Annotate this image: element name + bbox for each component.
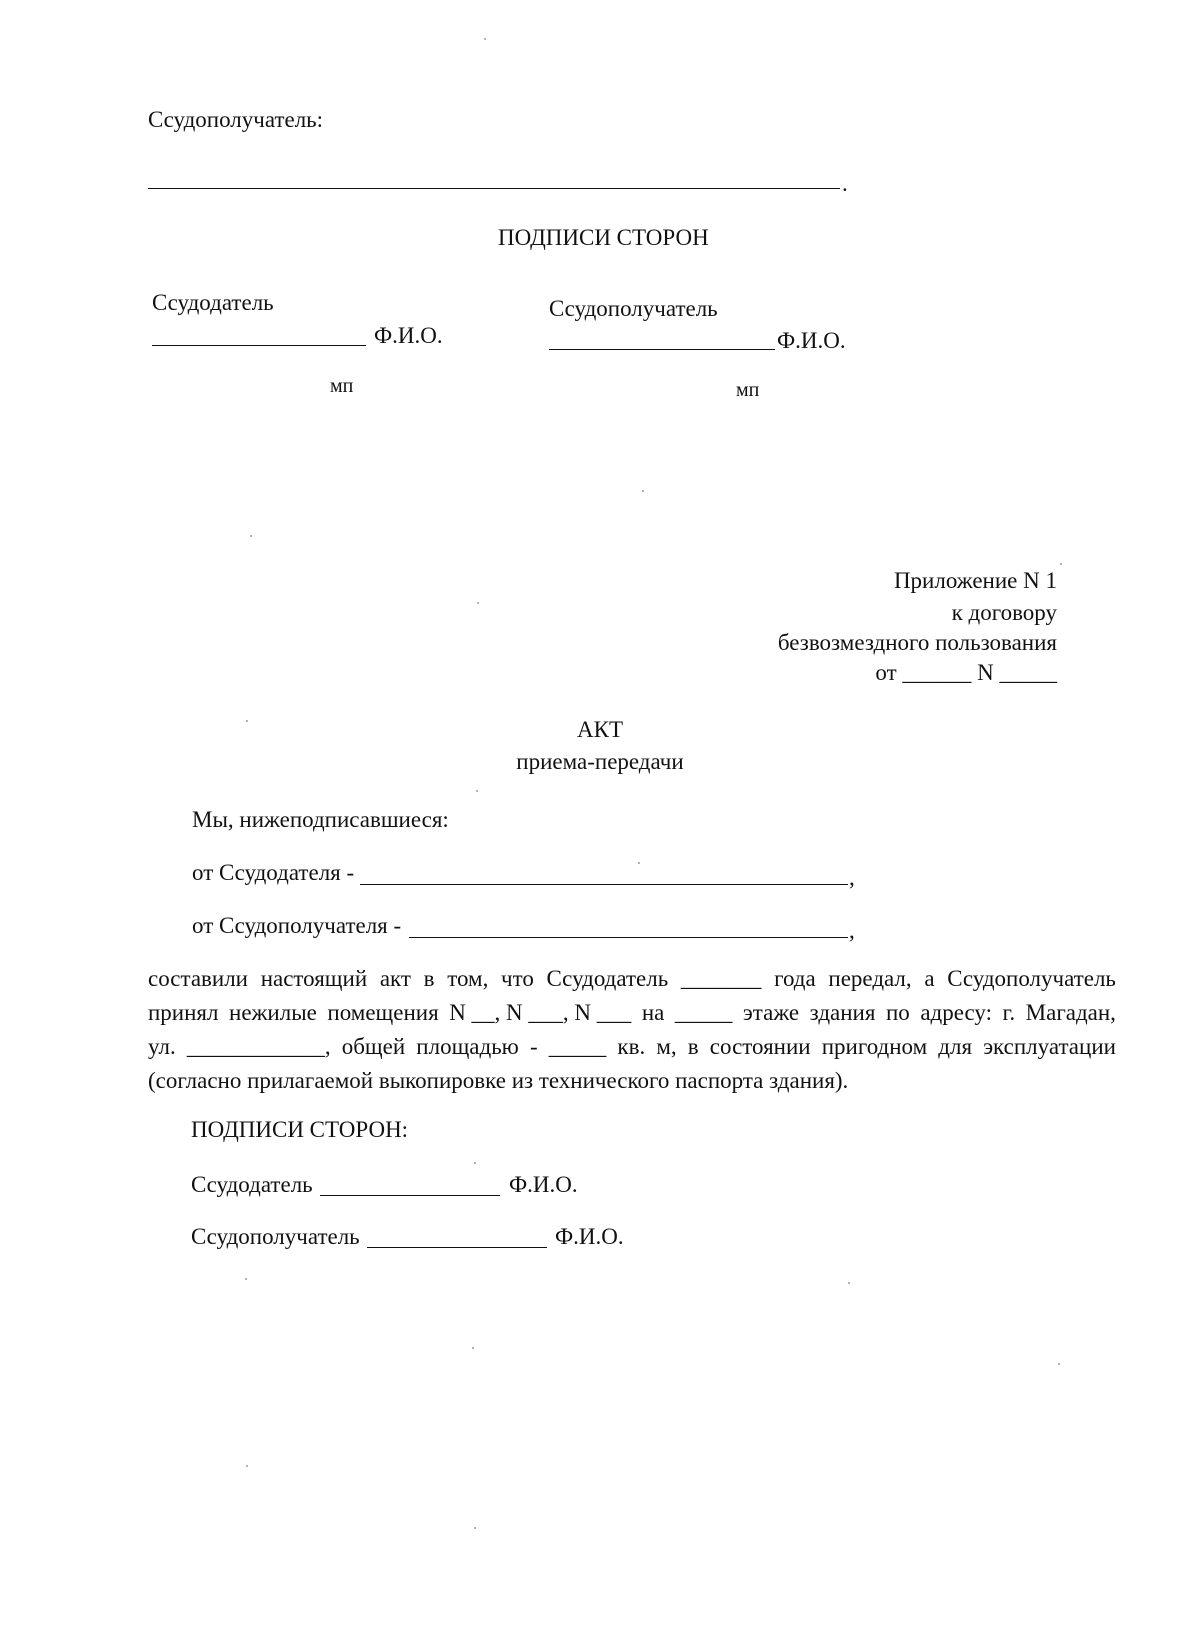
scan-speck: [484, 38, 486, 40]
scan-speck: [474, 1527, 476, 1529]
signatures-bottom-title: ПОДПИСИ СТОРОН:: [191, 1117, 409, 1142]
scan-speck: [246, 1465, 248, 1467]
scan-speck: [246, 720, 248, 722]
bottom-lender-fio: Ф.И.О.: [509, 1172, 578, 1197]
scan-speck: [474, 1162, 476, 1164]
word: Ссудополучатель: [947, 966, 1116, 991]
word: (согласно прилагаемой выкопировке из технического паспорта здания).: [148, 1068, 849, 1093]
scan-speck: [250, 535, 252, 537]
borrower-fio: Ф.И.О.: [777, 328, 846, 353]
scan-speck: [848, 1282, 850, 1284]
word: помещения: [327, 1000, 439, 1025]
scan-speck: [642, 490, 644, 492]
word: площадью: [416, 1034, 519, 1059]
bottom-lender-line: [320, 1195, 500, 1196]
word: том,: [447, 966, 489, 991]
blank-field: _______: [680, 966, 762, 991]
lender-stamp: мп: [330, 375, 354, 397]
act-subtitle: приема-передачи: [516, 749, 684, 774]
word: в: [423, 966, 435, 991]
blank-field: N __, N ___, N ___: [449, 1000, 632, 1025]
word: пригодном: [821, 1034, 928, 1059]
lender-label: Ссудодатель: [152, 290, 274, 315]
paragraph-row-3: [148, 1030, 1116, 1064]
appendix-line-2: к договору: [951, 600, 1057, 625]
word: настоящий: [260, 966, 368, 991]
word: для: [938, 1034, 973, 1059]
from-lender-comma: ,: [849, 865, 855, 890]
word: составили: [148, 966, 248, 991]
scan-speck: [245, 1278, 247, 1280]
borrower-signature-line: [549, 349, 775, 350]
word: передал,: [828, 966, 912, 991]
word: Магадан,: [1025, 1000, 1116, 1025]
word: принял: [148, 1000, 219, 1025]
word: -: [530, 1034, 538, 1059]
word: нежилые: [229, 1000, 317, 1025]
borrower-stamp: мп: [736, 379, 760, 401]
from-borrower-line: [409, 937, 848, 938]
word: Ссудодатель: [546, 966, 669, 991]
scan-speck: [476, 790, 478, 792]
word: акт: [379, 966, 411, 991]
scan-speck: [1058, 1363, 1060, 1365]
bottom-borrower-label: Ссудополучатель: [191, 1224, 360, 1249]
blank-field: _____: [674, 1000, 733, 1025]
word: г.: [1002, 1000, 1016, 1025]
appendix-line-1: Приложение N 1: [893, 568, 1057, 593]
act-title: АКТ: [577, 717, 623, 742]
scan-speck: [1060, 563, 1062, 565]
appendix-line-3: безвозмездного пользования: [777, 630, 1057, 655]
word: по: [885, 1000, 910, 1025]
paragraph-row-1: [148, 962, 1116, 996]
from-lender-label: от Ссудодателя -: [192, 860, 355, 885]
lender-signature-line: [152, 345, 366, 346]
word: кв.: [617, 1034, 646, 1059]
borrower-label-top: Ссудополучатель:: [148, 107, 324, 132]
borrower-label: Ссудополучатель: [549, 296, 718, 321]
paragraph-row-4: [148, 1064, 1116, 1098]
word: ул.: [148, 1034, 176, 1059]
word: эксплуатации: [983, 1034, 1116, 1059]
act-paragraph: [148, 962, 1116, 1098]
word: общей: [341, 1034, 406, 1059]
scan-speck: [477, 602, 479, 604]
line-end-dot: .: [842, 171, 848, 196]
word: в: [687, 1034, 699, 1059]
lender-fio: Ф.И.О.: [374, 323, 443, 348]
borrower-blank-line: [148, 188, 840, 189]
word: этаже: [742, 1000, 800, 1025]
scan-speck: [638, 862, 640, 864]
we-undersigned: Мы, нижеподписавшиеся:: [192, 807, 449, 832]
word: адресу:: [920, 1000, 992, 1025]
from-borrower-label: от Ссудополучателя -: [192, 913, 402, 938]
appendix-line-4: от ______ N _____: [875, 660, 1057, 685]
signatures-title: ПОДПИСИ СТОРОН: [498, 225, 709, 250]
word: а: [924, 966, 935, 991]
from-borrower-comma: ,: [849, 918, 855, 943]
word: что: [501, 966, 534, 991]
word: состоянии: [709, 1034, 811, 1059]
word: на: [641, 1000, 665, 1025]
bottom-borrower-line: [367, 1247, 547, 1248]
word: м,: [656, 1034, 677, 1059]
bottom-borrower-fio: Ф.И.О.: [555, 1224, 624, 1249]
blank-field: _____: [548, 1034, 607, 1059]
bottom-lender-label: Ссудодатель: [191, 1172, 313, 1197]
scan-speck: [472, 1347, 474, 1349]
paragraph-row-2: [148, 996, 1116, 1030]
word: года: [774, 966, 816, 991]
from-lender-line: [360, 884, 848, 885]
word: здания: [809, 1000, 876, 1025]
blank-field: ____________,: [186, 1034, 331, 1059]
